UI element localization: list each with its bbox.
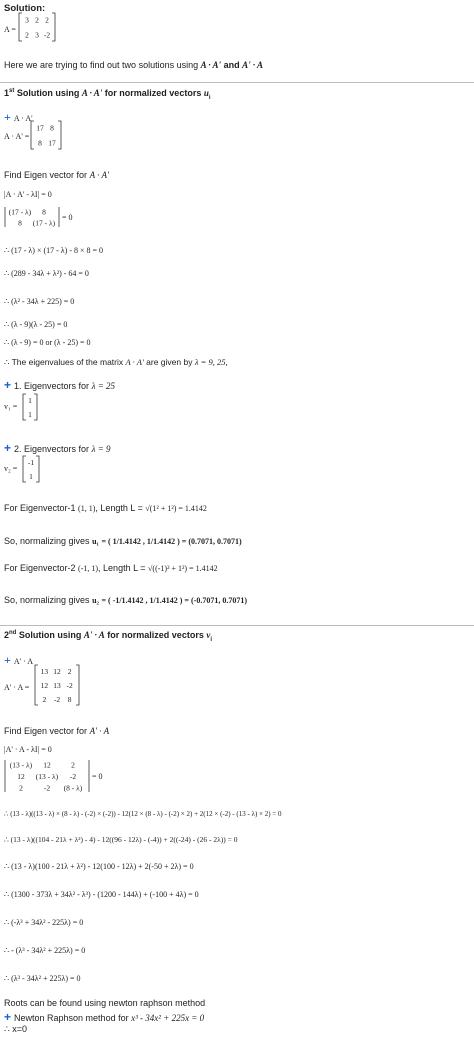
eigvals-math: A · A'	[125, 357, 144, 367]
matrix-cell: -2	[43, 783, 51, 793]
len2-text: For Eigenvector-2	[4, 563, 76, 573]
find-eigen-2-math: A' · A	[89, 726, 110, 736]
matrix-cell: 8	[67, 695, 72, 704]
sec2-tail: for normalized vectors	[104, 630, 207, 640]
matrix-cell: -2	[53, 695, 61, 704]
len2-math: √((-1)² + 1²) = 1.4142	[148, 564, 218, 573]
sec1-title: Solution using	[14, 88, 82, 98]
sec1-prefix: 1	[4, 88, 10, 98]
matrix-cell: 13	[40, 667, 49, 676]
det-1-eq: = 0	[62, 213, 73, 222]
plus-icon: +	[4, 653, 11, 667]
plus-icon: +	[4, 1010, 12, 1024]
vector-v2	[22, 455, 40, 483]
intro-and: and	[223, 60, 240, 70]
find-eigen-1-text: Find Eigen vector for	[4, 170, 88, 180]
norm1-text: So, normalizing gives	[4, 536, 90, 546]
norm1-vec: u₁	[92, 537, 99, 546]
matrix-cell: 8	[38, 138, 42, 148]
x-result: ∴ x=0	[4, 1024, 27, 1034]
matrix-cell: -2	[66, 681, 73, 690]
det-2-eq: = 0	[92, 772, 103, 781]
plus-icon: +	[4, 441, 12, 455]
eigvec-1-step[interactable]	[4, 378, 115, 392]
matrix-ata	[34, 664, 80, 706]
left-bracket	[23, 456, 26, 482]
sec2-prefix: 2	[4, 630, 10, 640]
norm2-vec: u₂	[92, 596, 99, 605]
matrix-cell: 12	[53, 667, 61, 676]
A_rows-svg	[18, 12, 56, 42]
matrix-cell: 17	[48, 138, 56, 148]
intro-math-2: A' · A	[242, 60, 264, 70]
matrix-cell: 3	[35, 30, 39, 40]
left-bracket	[19, 13, 22, 41]
eq-5: ∴ (λ - 9) = 0 or (λ - 25) = 0	[4, 338, 91, 347]
sec1-tail: for normalized vectors	[102, 88, 204, 98]
matrix-cell: 13	[53, 681, 61, 690]
v2_rows-svg	[22, 455, 40, 483]
matrix-cell: 12	[43, 760, 51, 770]
find-eigen-2	[4, 726, 109, 736]
right-bracket	[52, 13, 55, 41]
matrix-cell: (17 - λ)	[32, 218, 56, 228]
matrix-a	[18, 12, 56, 42]
det-2: |A' · A - λI| = 0	[4, 745, 52, 754]
det2_rows-svg	[4, 759, 90, 793]
newton-step[interactable]	[4, 1010, 204, 1024]
sec2-step[interactable]	[4, 653, 33, 668]
expand-7: ∴ (λ³ - 34λ² + 225λ) = 0	[4, 974, 81, 983]
matrix-cell: 12	[17, 772, 25, 781]
newton-label: Newton Raphson method for	[14, 1013, 129, 1023]
find-eigen-1-math: A · A'	[89, 170, 109, 180]
len1-mid: , Length L =	[95, 503, 143, 513]
matrix-cell: 8	[18, 218, 22, 228]
plus-icon: +	[4, 110, 11, 124]
eigvec-2-step[interactable]	[4, 441, 111, 455]
intro-line	[4, 60, 263, 70]
AtA_rows-svg	[34, 664, 80, 706]
len1-vec: (1, 1)	[78, 504, 96, 513]
intro-math-1: A · A'	[200, 60, 222, 70]
AAt_rows-svg	[30, 120, 62, 150]
matrix-cell: 2	[71, 760, 75, 770]
det-2-matrix	[4, 759, 90, 793]
v1-label: v₁ =	[4, 402, 18, 411]
right-bracket	[36, 456, 39, 482]
eigenvalues-line	[4, 357, 228, 368]
left-bracket	[23, 394, 26, 420]
matrix-cell: 2	[42, 695, 47, 704]
matrix-cell: 12	[40, 681, 49, 690]
len1-text: For Eigenvector-1	[4, 503, 76, 513]
norm2-text: So, normalizing gives	[4, 595, 90, 605]
expand-4: ∴ (1300 - 373λ + 34λ² - λ³) - (1200 - 144λ) + (-100 + 4λ) = 0	[4, 890, 199, 899]
matrix-cell: 2	[45, 15, 49, 25]
matrix-cell: 1	[29, 472, 33, 481]
eq-4: ∴ (λ - 9)(λ - 25) = 0	[4, 320, 68, 329]
ev2-lambda: λ = 9	[91, 444, 111, 454]
matrix-cell: (8 - λ)	[63, 783, 83, 793]
sec2-math: A' · A	[83, 630, 105, 640]
det1_rows-svg	[4, 206, 60, 228]
eq-1: ∴ (17 - λ) × (17 - λ) - 8 × 8 = 0	[4, 246, 104, 255]
matrix-cell: 1	[28, 396, 32, 405]
a-label: A =	[4, 25, 16, 34]
expand-6: ∴ - (λ³ - 34λ² + 225λ) = 0	[4, 946, 86, 955]
section-2-title	[4, 630, 212, 643]
sec2-title: Solution using	[16, 630, 84, 640]
matrix-cell: -1	[27, 458, 35, 467]
matrix-cell: -2	[43, 30, 51, 40]
ev2-label: 2. Eigenvectors for	[14, 444, 90, 454]
newton-math: x³ - 34x² + 225x = 0	[131, 1013, 205, 1023]
ev1-label: 1. Eigenvectors for	[14, 381, 90, 391]
ata-label: A' · A =	[4, 683, 30, 692]
matrix-cell: 2	[25, 30, 29, 40]
det-1-matrix	[4, 206, 60, 228]
length-1	[4, 503, 207, 513]
matrix-cell: 1	[28, 410, 32, 419]
matrix-cell: 8	[50, 123, 54, 133]
find-eigen-2-text: Find Eigen vector for	[4, 726, 88, 736]
matrix-cell: 2	[35, 15, 39, 25]
divider-1	[0, 82, 474, 83]
aat-label: A · A' =	[4, 132, 30, 141]
vector-v1	[22, 393, 38, 421]
eigvals-tail: are given by	[146, 357, 193, 367]
right-bracket	[76, 665, 79, 705]
matrix-cell: (13 - λ)	[9, 760, 33, 770]
len2-mid: , Length L =	[98, 563, 146, 573]
sec1-vecsub: i	[208, 94, 211, 101]
normalize-1	[4, 536, 242, 546]
expand-1: ∴ (13 - λ)((13 - λ) × (8 - λ) - (-2) × (-2)) - 12(12 × (8 - λ) - (-2) × 2) + 2(12 × (-2) - (13 - λ) × 2) = 0	[4, 810, 282, 818]
right-bracket	[34, 394, 37, 420]
matrix-aat	[30, 120, 62, 150]
right-bracket	[58, 121, 61, 149]
v2-label: v₂ =	[4, 464, 18, 473]
find-eigen-1	[4, 170, 109, 180]
sec1-math: A · A'	[81, 88, 103, 98]
divider-2	[0, 625, 474, 626]
plus-icon: +	[4, 378, 12, 392]
sec1-step-label: A · A'	[13, 114, 33, 123]
eigvals-text: ∴ The eigenvalues of the matrix	[4, 357, 124, 367]
sec2-vec: v	[206, 630, 211, 640]
length-2	[4, 563, 218, 573]
expand-3: ∴ (13 - λ)(100 - 21λ + λ²) - 12(100 - 12λ) + 2(-50 + 2λ) = 0	[4, 862, 194, 871]
matrix-cell: 3	[25, 15, 29, 25]
matrix-cell: 2	[67, 667, 72, 676]
det-1: |A · A' - λI| = 0	[4, 190, 52, 199]
sec2-step-label: A' · A	[13, 657, 34, 666]
matrix-cell: 17	[36, 123, 44, 133]
sec1-step[interactable]	[4, 110, 33, 125]
sec1-sup: st	[9, 88, 15, 94]
expand-5: ∴ (-λ³ + 34λ² - 225λ) = 0	[4, 918, 84, 927]
matrix-cell: 2	[19, 783, 23, 793]
expand-2: ∴ (13 - λ)((104 - 21λ + λ²) - 4) - 12((96 - 12λ) - (-4)) + 2((-24) - (26 - 2λ)) = 0	[4, 835, 238, 844]
len1-math: √(1² + 1²) = 1.4142	[145, 504, 207, 513]
eq-2: ∴ (289 - 34λ + λ²) - 64 = 0	[4, 269, 89, 278]
eigvals-vals: λ = 9, 25,	[194, 357, 228, 367]
norm2-expr: = ( -1/1.4142 , 1/1.4142 ) = (-0.7071, 0.7071)	[101, 596, 247, 605]
matrix-cell: 8	[42, 207, 46, 217]
intro-text: Here we are trying to find out two solutions using	[4, 60, 199, 70]
ev1-lambda: λ = 25	[91, 381, 116, 391]
sec1-vec: u	[203, 88, 209, 98]
sec2-vecsub: i	[210, 636, 212, 643]
section-1-title	[4, 88, 211, 101]
sec2-sup: nd	[9, 630, 17, 636]
normalize-2	[4, 595, 247, 605]
solution-heading: Solution:	[4, 3, 46, 14]
left-bracket	[31, 121, 34, 149]
matrix-cell: -2	[69, 772, 77, 781]
matrix-cell: (17 - λ)	[8, 207, 32, 217]
norm1-expr: = ( 1/1.4142 , 1/1.4142 ) = (0.7071, 0.7071)	[101, 537, 242, 546]
eq-3: ∴ (λ² - 34λ + 225) = 0	[4, 297, 75, 306]
left-bracket	[35, 665, 38, 705]
roots-text: Roots can be found using newton raphson method	[4, 998, 206, 1008]
len2-vec: (-1, 1)	[78, 564, 99, 573]
v1_rows-svg	[22, 393, 38, 421]
matrix-cell: (13 - λ)	[35, 772, 59, 781]
